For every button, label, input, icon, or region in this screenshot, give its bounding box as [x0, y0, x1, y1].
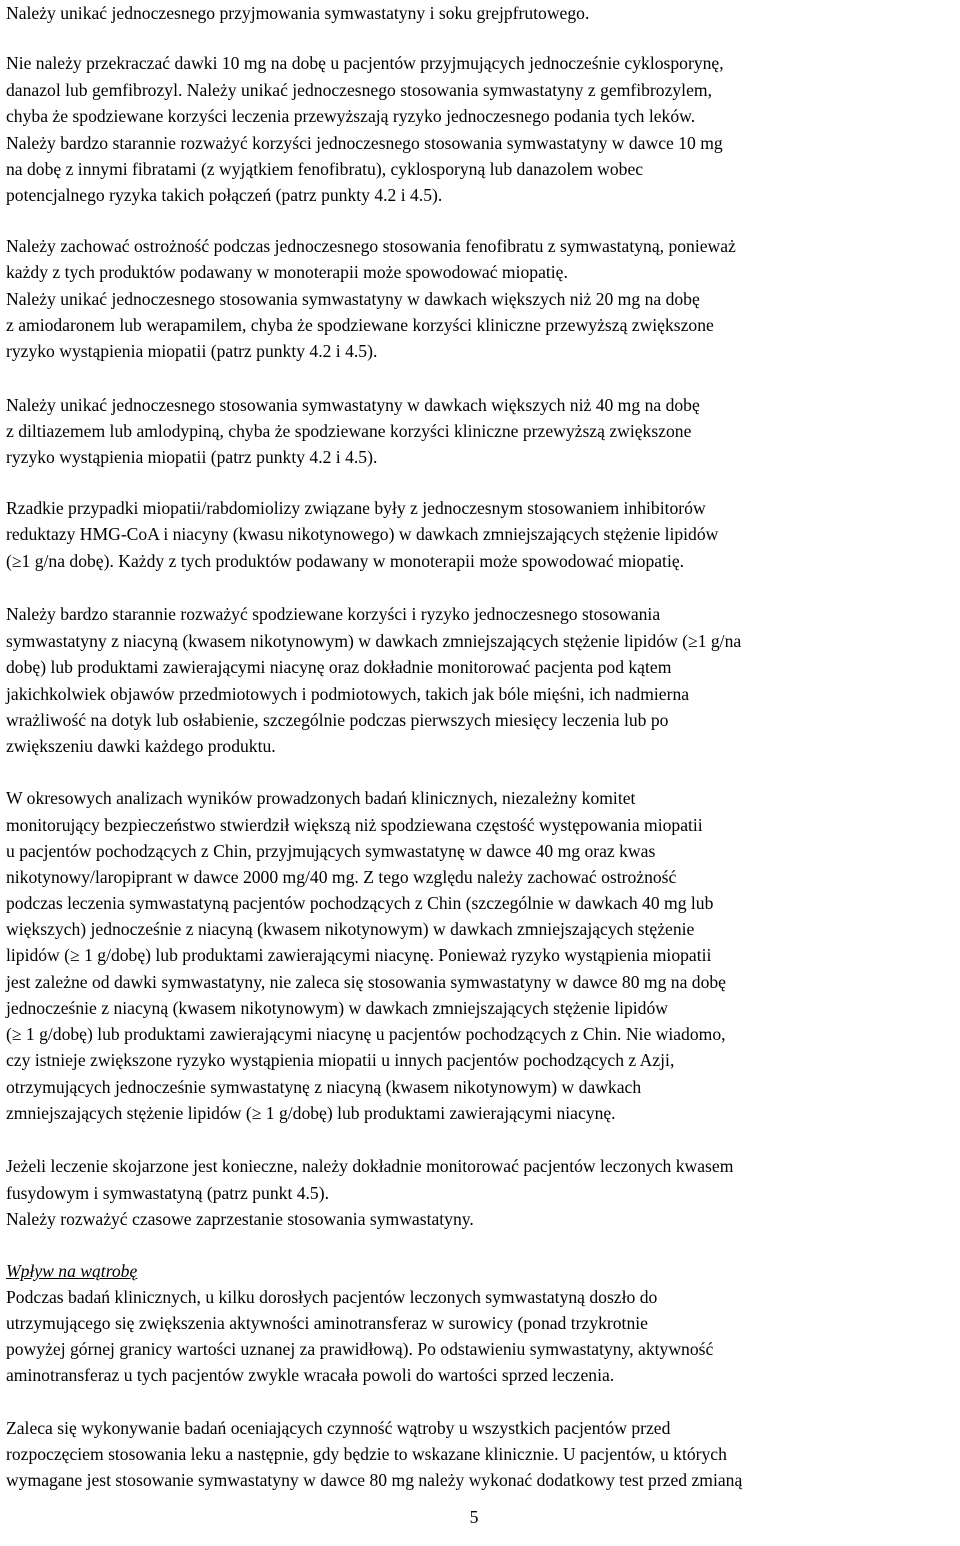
- text-line: u pacjentów pochodzących z Chin, przyjmujących symwastatynę w dawce 40 mg oraz kwas: [6, 841, 656, 861]
- text-line: potencjalnego ryzyka takich połączeń (patrz punkty 4.2 i 4.5).: [6, 185, 443, 205]
- text-line: większych) jednocześnie z niacyną (kwasem nikotynowym) w dawkach zmniejszających stężenie: [6, 919, 695, 939]
- text-line: Należy unikać jednoczesnego stosowania symwastatyny w dawkach większych niż 40 mg na dobę: [6, 395, 700, 415]
- text-line: Jeżeli leczenie skojarzone jest konieczne, należy dokładnie monitorować pacjentów leczonych kwasem: [6, 1156, 734, 1176]
- text-line: dobę) lub produktami zawierającymi niacynę oraz dokładnie monitorować pacjenta pod kątem: [6, 657, 672, 677]
- page-number: 5: [469, 1507, 479, 1527]
- text-line: Należy unikać jednoczesnego przyjmowania symwastatyny i soku grejpfrutowego.: [6, 3, 590, 23]
- text-line: jakichkolwiek objawów przedmiotowych i podmiotowych, takich jak bóle mięśni, ich nadmierna: [6, 684, 690, 704]
- text-line: W okresowych analizach wyników prowadzonych badań klinicznych, niezależny komitet: [6, 788, 636, 808]
- text-line: z amiodaronem lub werapamilem, chyba że spodziewane korzyści kliniczne przewyższą zwiększone: [6, 315, 714, 335]
- text-line: otrzymujących jednocześnie symwastatynę z niacyną (kwasem nikotynowym) w dawkach: [6, 1077, 642, 1097]
- text-line: podczas leczenia symwastatyną pacjentów pochodzących z Chin (szczególnie w dawkach 40 mg lub: [6, 893, 714, 913]
- text-line: ryzyko wystąpienia miopatii (patrz punkty 4.2 i 4.5).: [6, 341, 378, 361]
- text-line: na dobę z innymi fibratami (z wyjątkiem fenofibratu), cyklosporyną lub danazolem wobec: [6, 159, 644, 179]
- text-line: Rzadkie przypadki miopatii/rabdomiolizy związane były z jednoczesnym stosowaniem inhibitorów: [6, 498, 706, 518]
- text-line: z diltiazemem lub amlodypiną, chyba że spodziewane korzyści kliniczne przewyższą zwiększone: [6, 421, 692, 441]
- text-line: Należy rozważyć czasowe zaprzestanie stosowania symwastatyny.: [6, 1209, 474, 1229]
- text-line: chyba że spodziewane korzyści leczenia przewyższają ryzyko jednoczesnego podania tych leków.: [6, 106, 696, 126]
- text-line: Podczas badań klinicznych, u kilku dorosłych pacjentów leczonych symwastatyną doszło do: [6, 1287, 658, 1307]
- text-line: powyżej górnej granicy wartości uznanej za prawidłową). Po odstawieniu symwastatyny, aktywność: [6, 1339, 714, 1359]
- text-line: jednocześnie z niacyną (kwasem nikotynowym) w dawkach zmniejszających stężenie lipidów: [6, 998, 668, 1018]
- text-line: wrażliwość na dotyk lub osłabienie, szczególnie podczas pierwszych miesięcy leczenia lub po: [6, 710, 669, 730]
- section-heading: Wpływ na wątrobę: [6, 1261, 138, 1281]
- text-line: aminotransferaz u tych pacjentów zwykle wracała powoli do wartości sprzed leczenia.: [6, 1365, 615, 1385]
- text-line: (≥ 1 g/dobę) lub produktami zawierającymi niacynę u pacjentów pochodzących z Chin. Nie wiadomo,: [6, 1024, 726, 1044]
- text-line: Zaleca się wykonywanie badań oceniających czynność wątroby u wszystkich pacjentów przed: [6, 1418, 671, 1438]
- text-line: rozpoczęciem stosowania leku a następnie, gdy będzie to wskazane klinicznie. U pacjentów, u których: [6, 1444, 727, 1464]
- text-line: utrzymującego się zwiększenia aktywności aminotransferaz w surowicy (ponad trzykrotnie: [6, 1313, 648, 1333]
- text-line: ryzyko wystąpienia miopatii (patrz punkty 4.2 i 4.5).: [6, 447, 378, 467]
- text-line: reduktazy HMG-CoA i niacyny (kwasu nikotynowego) w dawkach zmniejszających stężenie lipidów: [6, 524, 719, 544]
- text-line: danazol lub gemfibrozyl. Należy unikać jednoczesnego stosowania symwastatyny z gemfibrozylem,: [6, 80, 712, 100]
- text-line: symwastatyny z niacyną (kwasem nikotynowym) w dawkach zmniejszających stężenie lipidów (≥1 g/na: [6, 631, 742, 651]
- text-line: czy istnieje zwiększone ryzyko wystąpienia miopatii u innych pacjentów pochodzących z Azji,: [6, 1050, 675, 1070]
- text-line: Należy bardzo starannie rozważyć spodziewane korzyści i ryzyko jednoczesnego stosowania: [6, 604, 661, 624]
- text-line: monitorujący bezpieczeństwo stwierdził większą niż spodziewana częstość występowania miopatii: [6, 815, 703, 835]
- text-line: jest zależne od dawki symwastatyny, nie zaleca się stosowania symwastatyny w dawce 80 mg na dobę: [6, 972, 726, 992]
- text-line: Należy unikać jednoczesnego stosowania symwastatyny w dawkach większych niż 20 mg na dobę: [6, 289, 700, 309]
- text-line: Nie należy przekraczać dawki 10 mg na dobę u pacjentów przyjmujących jednocześnie cyklosporynę,: [6, 53, 724, 73]
- text-line: Należy zachować ostrożność podczas jednoczesnego stosowania fenofibratu z symwastatyną, ponieważ: [6, 236, 736, 256]
- text-line: lipidów (≥ 1 g/dobę) lub produktami zawierającymi niacynę. Ponieważ ryzyko wystąpienia miopatii: [6, 945, 712, 965]
- text-line: nikotynowy/laropiprant w dawce 2000 mg/40 mg. Z tego względu należy zachować ostrożność: [6, 867, 677, 887]
- text-line: fusydowym i symwastatyną (patrz punkt 4.5).: [6, 1183, 329, 1203]
- text-line: zmniejszających stężenie lipidów (≥ 1 g/dobę) lub produktami zawierającymi niacynę.: [6, 1103, 616, 1123]
- text-line: (≥1 g/na dobę). Każdy z tych produktów podawany w monoterapii może spowodować miopatię.: [6, 551, 685, 571]
- text-line: Należy bardzo starannie rozważyć korzyści jednoczesnego stosowania symwastatyny w dawce 10 mg: [6, 133, 723, 153]
- text-line: zwiększeniu dawki każdego produktu.: [6, 736, 276, 756]
- text-line: każdy z tych produktów podawany w monoterapii może spowodować miopatię.: [6, 262, 568, 282]
- text-line: wymagane jest stosowanie symwastatyny w dawce 80 mg należy wykonać dodatkowy test przed zmianą: [6, 1470, 743, 1490]
